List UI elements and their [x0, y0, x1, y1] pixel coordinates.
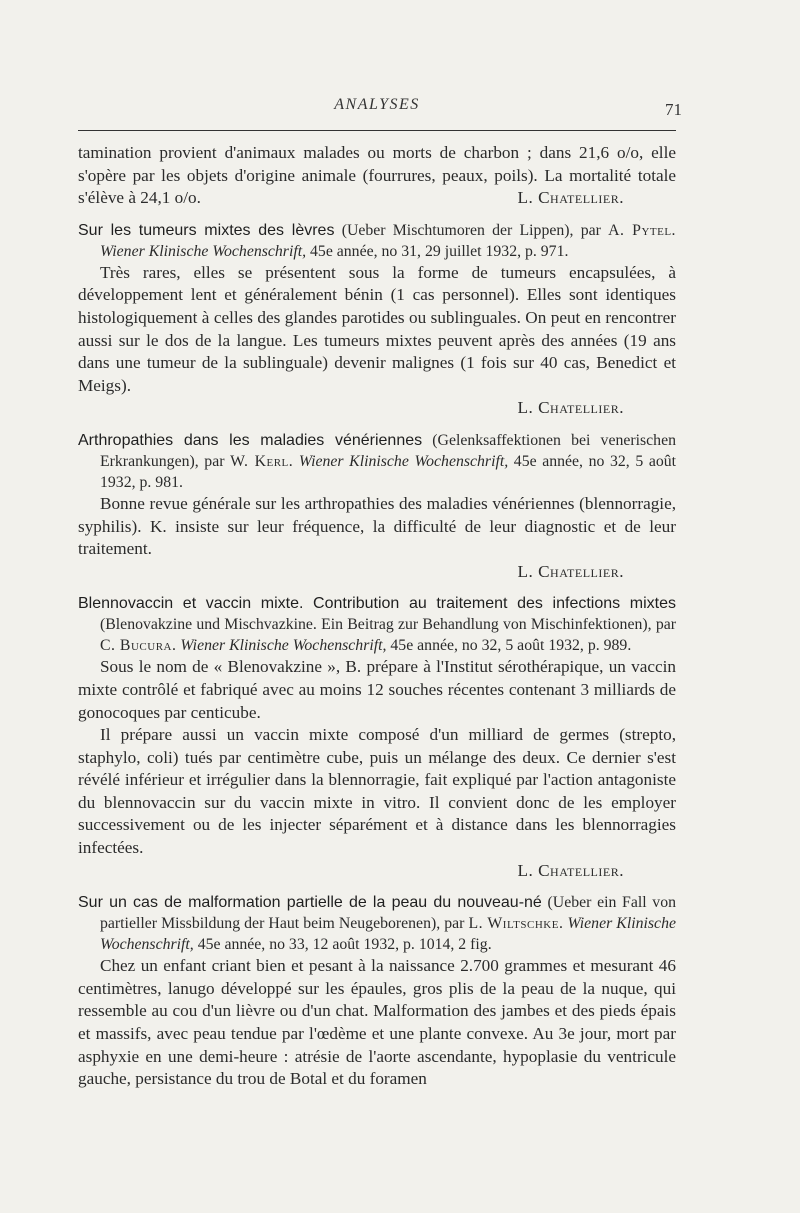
entry-signature: L. Chatellier.	[517, 398, 624, 418]
entry-title: Sur les tumeurs mixtes des lèvres	[78, 221, 335, 239]
entry-author: W. Kerl.	[230, 452, 294, 470]
entry-title: Sur un cas de malformation partielle de la peau du nouveau-né	[78, 894, 542, 912]
entry-author: L. Wiltschke.	[468, 915, 564, 933]
entry-journal: Wiener Klinische Wochenschrift,	[180, 637, 387, 655]
entry-journal: Wiener Klinische Wochenschrift,	[100, 915, 676, 954]
entry-heading	[78, 430, 676, 493]
entry-malformation-peau	[78, 892, 676, 1091]
entry-paragraph: Il prépare aussi un vaccin mixte composé d'un milliard de germes (strepto, staphylo, coli) tués par centimètre cube, puis un mélange des deux. Ce dernier s'est révélé inférieur et irrégulier dans la blennorragie, fait expliqué par l'action antagoniste du blennovaccin sur du vaccin mixte in vitro. Il convient donc de les employer successivement ou de les injecter séparément et à distance dans les blennorragies infectées.	[78, 725, 676, 858]
entry-paragraph: Très rares, elles se présentent sous la forme de tumeurs encapsulées, à développement lent et généralement bénin (1 cas personnel). Elles sont identiques histologiquement à celles des glandes parotides ou sublinguales. On peut en rencontrer aussi sur le dos de la langue. Les tumeurs mixtes peuvent après des années (19 ans dans une tumeur de la sublinguale) devenir malignes (1 fois sur 40 cas, Benedict et Meigs).	[78, 262, 676, 395]
entry-paragraph: Bonne revue générale sur les arthropathies des maladies vénériennes (blennorragie, syphilis). K. insiste sur leur fréquence, la difficulté de leur diagnostic et de leur traitement.	[78, 493, 676, 559]
entry-author: A. Pytel.	[608, 221, 677, 239]
entry-original-title: (Blenovakzine und Mischvazkine. Ein Beitrag zur Behandlung von Mischinfektionen), par	[100, 616, 676, 634]
entry-signature: L. Chatellier.	[517, 561, 624, 581]
entry-title: Blennovaccin et vaccin mixte. Contribution au traitement des infections mixtes	[78, 595, 676, 613]
entry-blennovaccin	[78, 593, 676, 882]
running-title: ANALYSES	[334, 96, 420, 113]
entry-paragraph: Chez un enfant criant bien et pesant à la naissance 2.700 grammes et mesurant 46 centimètres, lanugo développé sur les épaules, gros plis de la peau de la nuque, qui ressemble au cou d'un lièvre ou d'un chat. Malformation des jambes et des pieds épais et massifs, avec peau tendue par l'œdème et une plante convexe. Au 3e jour, mort par asphyxie en une demi-heure : atrésie de l'aorte ascendante, hypoplasie du ventricule gauche, persistance du trou de Botal et du foramen	[78, 956, 676, 1089]
page-number: 71	[665, 100, 682, 119]
page	[78, 0, 682, 1213]
page-content	[78, 142, 676, 1091]
intro-signature: L. Chatellier.	[517, 188, 624, 208]
entry-original-title: (Gelenksaffektionen bei venerischen Erkrankungen), par	[100, 431, 676, 470]
intro-text: tamination provient d'animaux malades ou morts de charbon ; dans 21,6 o/o, elle s'opère par les objets d'origine animale (fourrures, peaux, poils). La mortalité totale s'élève à 24,1 o/o.	[78, 143, 676, 208]
entry-author: C. Bucura.	[100, 637, 177, 655]
entry-tumeurs-mixtes	[78, 220, 676, 420]
intro-paragraph	[78, 142, 676, 210]
entry-reference: 45e année, no 32, 5 août 1932, p. 981.	[100, 452, 677, 491]
header-rule	[78, 130, 676, 131]
entry-title: Arthropathies dans les maladies vénériennes	[78, 431, 423, 449]
entry-original-title: (Ueber ein Fall von partieller Missbildung der Haut beim Neugeborenen), par	[100, 894, 676, 933]
page-header	[78, 96, 682, 124]
entry-original-title: (Ueber Mischtumoren der Lippen), par	[341, 221, 601, 239]
entry-reference: 45e année, no 31, 29 juillet 1932, p. 971.	[310, 242, 569, 260]
entry-heading	[78, 593, 676, 656]
entry-heading	[78, 892, 676, 955]
entry-arthropathies	[78, 430, 676, 583]
entry-paragraph: Sous le nom de « Blenovakzine », B. prépare à l'Institut sérothérapique, un vaccin mixte contrôlé et fabriqué avec au moins 12 souches récentes contenant 3 milliards de gonocoques par centicube.	[78, 657, 676, 722]
entry-journal: Wiener Klinische Wochenschrift,	[298, 452, 509, 470]
entry-reference: 45e année, no 33, 12 août 1932, p. 1014, 2 fig.	[197, 936, 492, 954]
intro-block	[78, 142, 676, 210]
entry-signature: L. Chatellier.	[517, 860, 624, 880]
entry-heading	[78, 220, 676, 262]
entry-reference: 45e année, no 32, 5 août 1932, p. 989.	[390, 637, 632, 655]
entry-journal: Wiener Klinische Wochenschrift,	[100, 242, 307, 260]
